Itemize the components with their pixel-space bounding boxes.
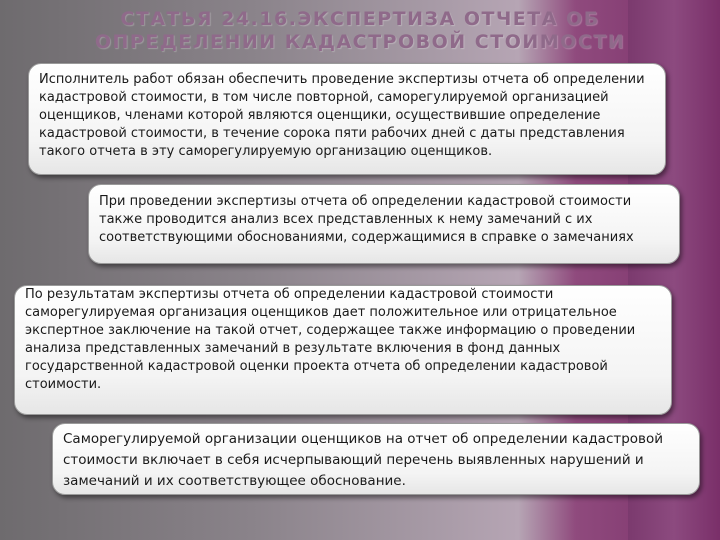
text-block-3 bbox=[14, 285, 672, 415]
text-block-2-content: При проведении экспертизы отчета об определении кадастровой стоимости также проводится анализ всех представленных к нему замечаний с их соответствующими обоснованиями, содержащимися в справке о замечаниях bbox=[99, 194, 634, 245]
page-title: СТАТЬЯ 24.16.ЭКСПЕРТИЗА ОТЧЕТА ОБ ОПРЕДЕЛЕНИИ КАДАСТРОВОЙ СТОИМОСТИ bbox=[94, 8, 626, 53]
text-block-1-content: Исполнитель работ обязан обеспечить проведение экспертизы отчета об определении кадастровой стоимости, в том числе повторной, саморегулируемой организацией оценщиков, членами которой являются оценщики, осуществившие определение кадастровой стоимости, в течение сорока пяти рабочих дней с даты представления такого отчета в эту саморегулируемую организацию оценщиков. bbox=[39, 72, 645, 159]
text-block-4-content: Саморегулируемой организации оценщиков на отчет об определении кадастровой стоимости включает в себя исчерпывающий перечень выявленных нарушений и замечаний и их соответствующее обоснование. bbox=[63, 431, 664, 489]
text-block-3-content: По результатам экспертизы отчета об определении кадастровой стоимости саморегулируемая организация оценщиков дает положительное или отрицательное экспертное заключение на такой отчет, содержащее также информацию о проведении анализа представленных замечаний в результате включения в фонд данных государственной кадастровой оценки проекта отчета об определении кадастровой стоимости. bbox=[25, 287, 636, 392]
text-block-2 bbox=[88, 184, 680, 264]
text-block-1 bbox=[28, 63, 666, 175]
text-block-4 bbox=[52, 423, 700, 495]
